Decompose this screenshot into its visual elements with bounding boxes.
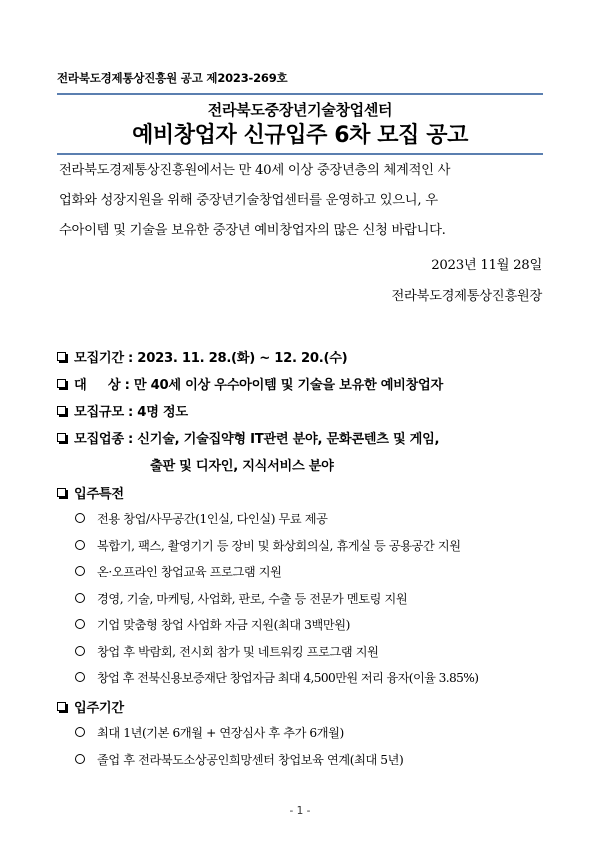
square-bullet-icon <box>57 488 66 497</box>
item-scale <box>57 401 188 420</box>
title-center-name: 전라북도중장년기술창업센터 <box>207 101 393 119</box>
page-number: - 1 - <box>289 805 311 817</box>
list-item-text: 전용 창업/사무공간(1인실, 다인실) 무료 제공 <box>97 512 328 526</box>
list-item-text: 경영, 기술, 마케팅, 사업화, 판로, 수출 등 전문가 멘토링 지원 <box>97 592 408 606</box>
list-item <box>75 563 282 580</box>
benefits-heading-text: 입주특전 <box>74 487 124 502</box>
square-bullet-icon <box>57 702 66 711</box>
item-sector-text: 모집업종 : 신기술, 기술집약형 IT관련 분야, 문화콘텐츠 및 게임, <box>74 432 440 447</box>
residency-heading <box>57 697 124 716</box>
circle-bullet-icon <box>75 513 85 523</box>
announcement-date: 2023년 11월 28일 <box>431 258 542 273</box>
announcement-number: 전라북도경제통상진흥원 공고 제2023-269호 <box>57 71 288 85</box>
list-item-text: 온·오프라인 창업교육 프로그램 지원 <box>97 565 282 579</box>
list-item-text: 최대 1년(기본 6개월 + 연장심사 후 추가 6개월) <box>97 726 344 740</box>
square-bullet-icon <box>57 379 66 388</box>
list-item <box>75 669 478 686</box>
benefits-heading <box>57 483 124 502</box>
list-item-text: 기업 맞춤형 창업 사업화 자금 지원(최대 3백만원) <box>97 618 350 632</box>
intro-line: 전라북도경제통상진흥원에서는 만 40세 이상 중장년층의 체계적인 사 <box>59 163 451 178</box>
item-period <box>57 347 347 366</box>
circle-bullet-icon <box>75 540 85 550</box>
item-target-text: 대 상 : 만 40세 이상 우수아이템 및 기술을 보유한 예비창업자 <box>74 378 443 393</box>
circle-bullet-icon <box>75 593 85 603</box>
intro-paragraph <box>59 156 545 246</box>
title-box <box>57 93 543 155</box>
circle-bullet-icon <box>75 727 85 737</box>
list-item <box>75 616 350 633</box>
list-item <box>75 751 403 768</box>
residency-heading-text: 입주기간 <box>74 701 124 716</box>
circle-bullet-icon <box>75 646 85 656</box>
issuer: 전라북도경제통상진흥원장 <box>391 289 542 304</box>
item-sector <box>57 428 439 447</box>
circle-bullet-icon <box>75 619 85 629</box>
list-item-text: 복합기, 팩스, 촬영기기 등 장비 및 화상회의실, 휴게실 등 공용공간 지원 <box>97 539 461 553</box>
circle-bullet-icon <box>75 566 85 576</box>
intro-line: 수아이템 및 기술을 보유한 중장년 예비창업자의 많은 신청 바랍니다. <box>59 223 446 238</box>
list-item <box>75 510 327 527</box>
circle-bullet-icon <box>75 672 85 682</box>
circle-bullet-icon <box>75 754 85 764</box>
square-bullet-icon <box>57 433 66 442</box>
page-title: 예비창업자 신규입주 6차 모집 공고 <box>132 123 468 148</box>
list-item <box>75 643 378 660</box>
list-item <box>75 590 407 607</box>
item-sector-continued: 출판 및 디자인, 지식서비스 분야 <box>150 459 334 474</box>
item-target <box>57 374 443 393</box>
list-item <box>75 724 344 741</box>
intro-line: 업화와 성장지원을 위해 중장년기술창업센터를 운영하고 있으니, 우 <box>59 193 438 208</box>
square-bullet-icon <box>57 406 66 415</box>
list-item-text: 졸업 후 전라북도소상공인희망센터 창업보육 연계(최대 5년) <box>97 753 404 767</box>
item-scale-text: 모집규모 : 4명 정도 <box>74 405 188 420</box>
item-period-text: 모집기간 : 2023. 11. 28.(화) ~ 12. 20.(수) <box>74 351 348 366</box>
list-item-text: 창업 후 박람회, 전시회 참가 및 네트워킹 프로그램 지원 <box>97 645 379 659</box>
list-item-text: 창업 후 전북신용보증재단 창업자금 최대 4,500만원 저리 융자(이율 3.85%) <box>97 671 479 685</box>
list-item <box>75 537 461 554</box>
square-bullet-icon <box>57 352 66 361</box>
